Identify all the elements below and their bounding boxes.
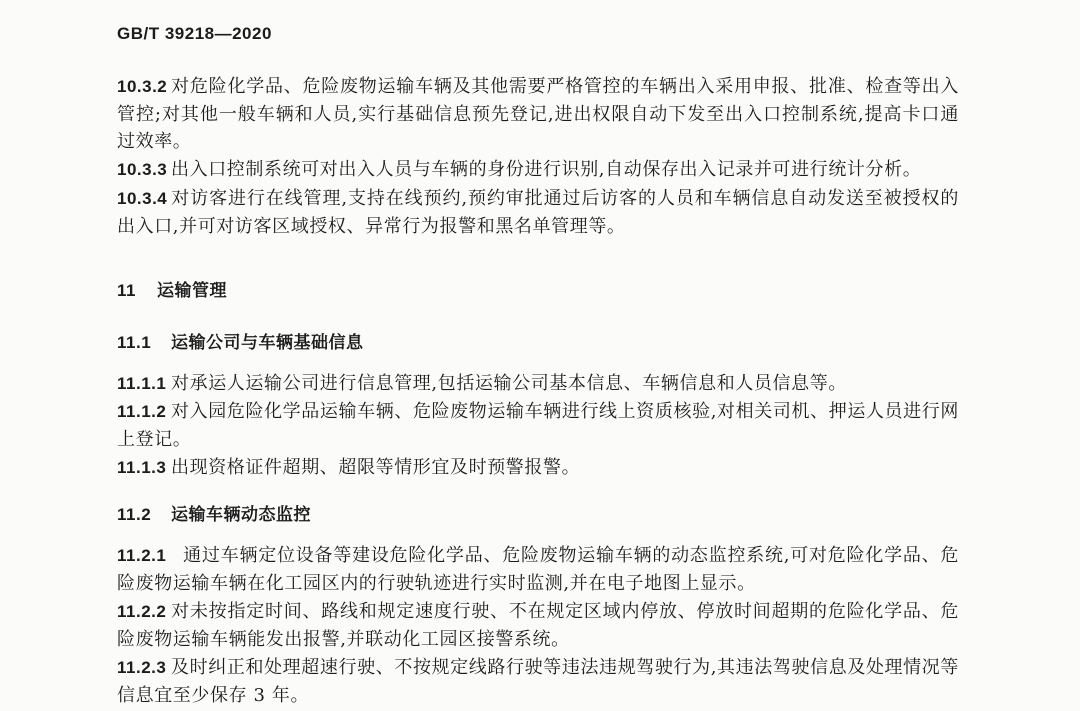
clause-number: 10.3.3 [117,160,168,179]
clause-number: 11.2.1 [117,546,167,565]
clause-text: 出现资格证件超期、超限等情形宜及时预警报警。 [171,457,581,478]
clause-text: 对入园危险化学品运输车辆、危险废物运输车辆进行线上资质核验,对相关司机、押运人员进行网上登记。 [117,401,959,450]
section-heading-11 [117,276,227,301]
clause-11-1-2 [117,398,959,453]
clause-11-2-1 [117,542,959,597]
clause-10-3-2 [117,73,959,156]
section-number: 11.2 [117,505,152,524]
clause-11-2-3 [117,654,959,709]
clause-text: 通过车辆定位设备等建设危险化学品、危险废物运输车辆的动态监控系统,可对危险化学品、危险废物运输车辆在化工园区内的行驶轨迹进行实时监测,并在电子地图上显示。 [117,545,959,594]
section-number: 11.1 [117,333,152,352]
clause-number: 10.3.2 [117,77,168,96]
clause-text: 对危险化学品、危险废物运输车辆及其他需要严格管控的车辆出入采用申报、批准、检查等出入管控;对其他一般车辆和人员,实行基础信息预先登记,进出权限自动下发至出入口控制系统,提高卡口通过效率。 [117,76,959,152]
clause-number: 11.1.1 [117,374,167,393]
section-number: 11 [117,281,136,300]
clause-10-3-4 [117,185,959,240]
clause-11-2-2 [117,598,959,653]
clause-text: 对承运人运输公司进行信息管理,包括运输公司基本信息、车辆信息和人员信息等。 [171,373,847,394]
clause-number: 11.2.3 [117,658,167,677]
section-heading-11-2 [117,500,311,525]
clause-number: 10.3.4 [117,189,168,208]
clause-number: 11.1.3 [117,458,167,477]
section-title: 运输公司与车辆基础信息 [171,333,364,353]
clause-10-3-3 [117,156,959,184]
clause-text: 对未按指定时间、路线和规定速度行驶、不在规定区域内停放、停放时间超期的危险化学品、危险废物运输车辆能发出报警,并联动化工园区接警系统。 [117,601,959,650]
clause-text: 对访客进行在线管理,支持在线预约,预约审批通过后访客的人员和车辆信息自动发送至被授权的出入口,并可对访客区域授权、异常行为报警和黑名单管理等。 [117,188,959,237]
section-heading-11-1 [117,328,364,353]
clause-text: 及时纠正和处理超速行驶、不按规定线路行驶等违法违规驾驶行为,其违法驾驶信息及处理情况等信息宜至少保存 3 年。 [117,657,959,706]
clause-number: 11.2.2 [117,602,167,621]
clause-text: 出入口控制系统可对出入人员与车辆的身份进行识别,自动保存出入记录并可进行统计分析。 [171,159,922,180]
section-title: 运输管理 [157,281,227,301]
standard-code: GB/T 39218—2020 [117,24,272,43]
clause-number: 11.1.2 [117,402,167,421]
section-title: 运输车辆动态监控 [171,505,311,525]
clause-11-1-1 [117,370,959,398]
clause-11-1-3 [117,454,959,482]
